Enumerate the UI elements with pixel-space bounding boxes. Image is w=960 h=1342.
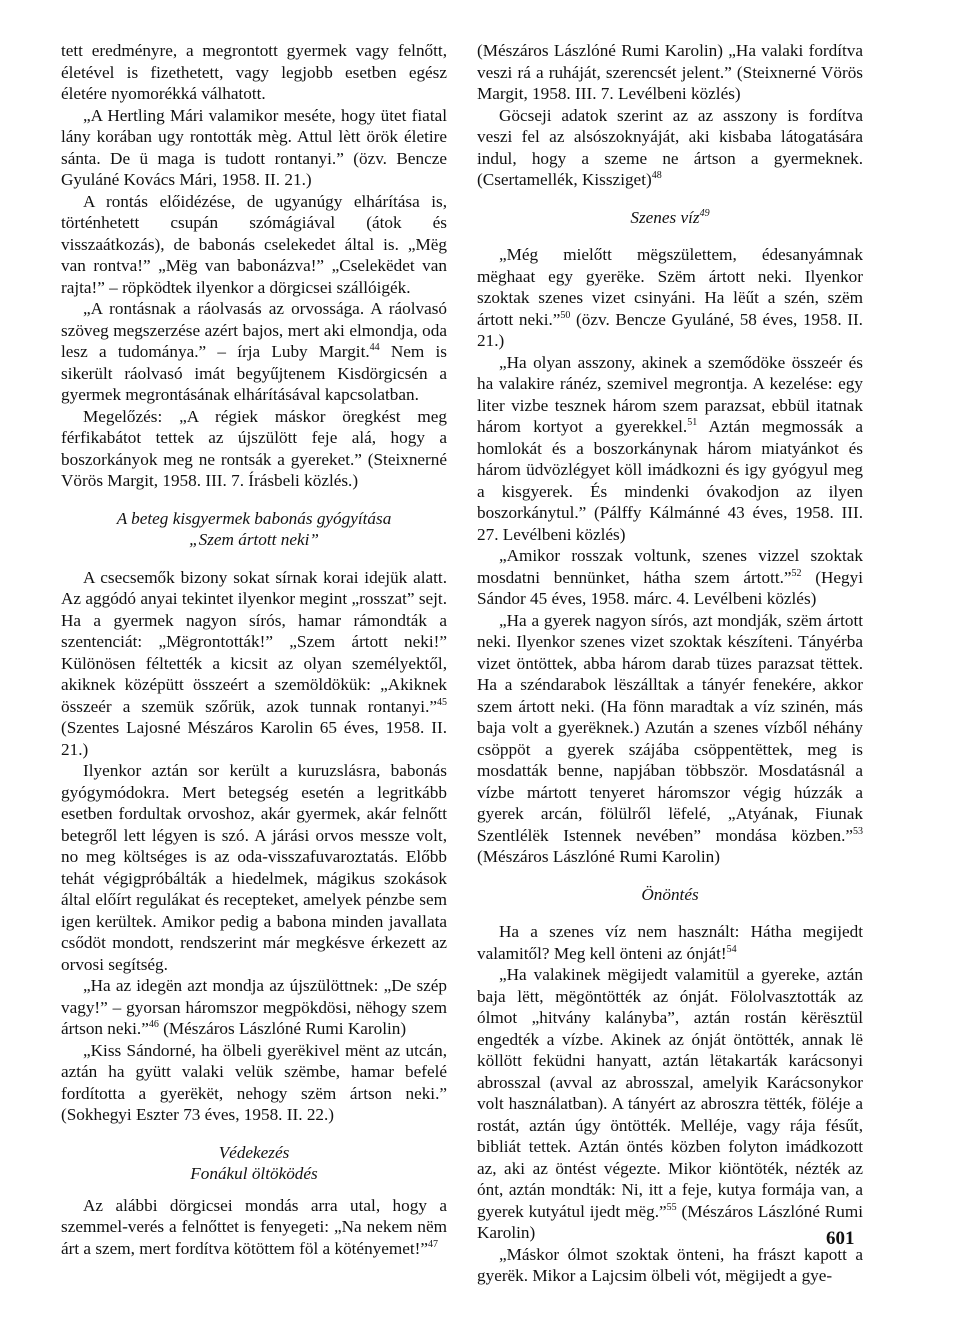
paragraph bbox=[477, 964, 863, 1244]
paragraph-text: (Mészáros Lászlóné Rumi Karolin) bbox=[477, 1201, 863, 1242]
paragraph bbox=[477, 352, 863, 546]
section-heading bbox=[477, 207, 863, 229]
paragraph: A rontás előidézése, de ugyanúgy elhárítása is, történhetett csupán szómágiával (átok és visszaátkozás), de babonás cselekedet által is. „Mëg van rontva!” „Mëg van babonázva!” „Cselekëdet van rajta!” – röpködtek ilyenkor a dörgicsei szállóigék. bbox=[61, 191, 447, 297]
footnote-ref: 50 bbox=[560, 309, 571, 321]
paragraph bbox=[477, 244, 863, 352]
paragraph-text: Az alábbi dörgicsei mondás arra utal, hogy a szemmel-verés a felnőttet is fenyegeti: „Na nekem nëm árt a szem, mert fordítva kötöttem föl a kötényemet!” bbox=[61, 1195, 447, 1258]
paragraph: Ilyenkor aztán sor került a kuruzslásra, babonás gyógymódokra. Mert betegség esetén a legritkább esetben fordultak orvoshoz, akár gyermek, akár felnőtt betegről lett légyen is szó. A járási orvos messze volt, no meg költséges is az oda-visszafuvaroztatás. Előbb tehát végigpróbálták a hiedelmek, mágikus szokások által előírt regulákat és recepteket, amelyek pénzbe sem igen kerültek. Amikor pedig a babona minden javallata csődöt mondott, rendszerint már megkésve érkezett az orvosi segítség. bbox=[61, 761, 447, 974]
paragraph: tett eredményre, a megrontott gyermek vagy felnőtt, életével is fizethetett, vagy legjobb esetben egész életére nyomorékká válhatott. bbox=[61, 41, 447, 103]
paragraph-text: (Mészáros Lászlóné Rumi Karolin) bbox=[477, 847, 720, 866]
paragraph-text: (özv. Bencze Gyuláné, 58 éves, 1958. II. 21.) bbox=[477, 309, 863, 350]
paragraph bbox=[477, 921, 863, 964]
paragraph-text: „Amikor rosszak voltunk, szenes vizzel szoktak mosdatni bennünket, hátha szem ártott.” bbox=[477, 546, 863, 587]
section-subheading: Fonákul öltöködés bbox=[190, 1164, 318, 1183]
paragraph-text: Nem is sikerült ráolvasó imát begyűjtenem Kisdörgicsén a gyermek megrontásának elhárításával kapcsolatban. bbox=[61, 342, 447, 404]
footnote-ref: 47 bbox=[428, 1238, 439, 1250]
footnote-ref: 46 bbox=[148, 1019, 159, 1030]
footnote-ref: 55 bbox=[666, 1201, 677, 1213]
paragraph bbox=[477, 105, 863, 191]
page-number: 601 bbox=[826, 1228, 855, 1249]
footnote-ref: 45 bbox=[437, 696, 447, 708]
paragraph-text: „Ha olyan asszony, akinek a szemődöke összeér és ha valakire ránéz, szemivel megrontja. A kezelése: egy liter vizbe tesznek három szem parazsat, ebbül itatnak három kortyot a gyerekkel. bbox=[477, 352, 863, 436]
section-heading: A beteg kisgyermek babonás gyógyítása bbox=[116, 508, 392, 528]
left-column bbox=[61, 40, 447, 1259]
heading-text: Szenes víz bbox=[630, 207, 700, 227]
paragraph: Megelőzés: „A régiek máskor öregkést meg férfikabátot tettek az újszülött feje alá, hogy a boszorkányok meg ne rontsák a gyereket.” (Steixnerné Vörös Margit, 1958. III. 7. Írásbeli közlés.) bbox=[61, 406, 447, 490]
footnote-ref: 48 bbox=[651, 170, 662, 181]
footnote-ref: 54 bbox=[726, 943, 737, 955]
paragraph-text: (Hegyi Sándor 45 éves, 1958. márc. 4. Levélbeni közlés) bbox=[477, 567, 863, 608]
paragraph-text: „Ha valakinek mëgijedt valamitül a gyereke, aztán baja lëtt, mëgöntötték az ónját. Fölolvasztották az ólmot „hitvány kalányba”, aztán rostán kërësztül engedték a vízbe. Akinek az ónját öntötték, annak lë köllött feküdni hanyatt, aztán lëtakarták karácsonyi abrosszal (avval az abrosszal, amelyik Karácsonykor volt használatban). A tányért az abroszra tëtték, föléje a rostát, aztán úgy öntötték. Melléje, vagy rája fésűt, bibliát tettek. Aztán öntés közben folyton imádkozott az, aki az öntést végezte. Mikor kiöntöték, nézték az ónt, aztán mondták: Ni, itt a feje, kutya formája van, a gyerek kutyátul ijedt mëg.” bbox=[477, 965, 863, 1221]
paragraph bbox=[61, 298, 447, 406]
right-column bbox=[477, 40, 863, 1287]
paragraph: (Mészáros Lászlóné Rumi Karolin) „Ha valaki fordítva veszi rá a ruháját, szerencsét jelent.” (Steixnerné Vörös Margit, 1958. III. 7. Levélbeni közlés) bbox=[477, 41, 863, 103]
paragraph: „A Hertling Mári valamikor meséte, hogy ütet fiatal lány korában ugy rontották mèg. Attul lètt örök életire sánta. De ü maga is tudott rontanyi.” (özv. Bencze Gyuláné Kovács Mári, 1958. II. 21.) bbox=[61, 105, 447, 189]
paragraph-text: Aztán megmossák a homlokát és a boszorkánynak három miatyánkot és három üdvözlégyet köll imádkozni és igy gyógyul meg a kisgyerek. És mindenki óvakodjon az ilyen boszorkánytul.” (Pálffy Kálmánné 43 éves, 1958. III. 27. Levélbeni közlés) bbox=[477, 417, 863, 544]
paragraph-text: „Ha az idegën azt mondja az újszülöttnek: „De szép vagy!” – gyorsan háromszor megpökdösi, nëhogy szem ártson neki.” bbox=[61, 976, 447, 1038]
paragraph-text: „A rontásnak a ráolvasás az orvossága. A ráolvasó szöveg megszerzése azért bajos, mert aki elmondja, oda lesz a tudománya.” – írja Luby Margit. bbox=[61, 299, 447, 361]
paragraph: „Máskor ólmot szoktak önteni, ha frászt kapott a gyerëk. Mikor a Lajcsim ölbeli vót, mëgijedt a gye- bbox=[477, 1244, 863, 1285]
paragraph-text: A csecsemők bizony sokat sírnak korai idejük alatt. Az aggódó anyai tekintet ilyenkor megint „rosszat” sejt. Ha a gyermek nagyon sírós, hamar rámondták a szentenciát: „Mëgrontották!” „Szem ártott neki!” Különösen féltették a kicsit az olyan személyektől, akiknek középütt összeért a szemöldökük: „Akiknek összeér a szemük szőrük, azok tunnak rontanyi.” bbox=[61, 567, 447, 716]
paragraph-text: (Mészáros Lászlóné Rumi Karolin) bbox=[158, 1019, 407, 1038]
paragraph bbox=[61, 1195, 447, 1260]
paragraph: „Kiss Sándorné, ha ölbeli gyerëkivel mënt az utcán, aztán ha gyütt valaki velük szëmbe, hamar befelé fordította a gyerëkët, nehogy szëm ártson neki.” (Sokhegyi Eszter 73 éves, 1958. II. 22.) bbox=[61, 1040, 447, 1124]
footnote-ref: 52 bbox=[791, 567, 802, 579]
section-heading: Védekezés bbox=[218, 1142, 290, 1162]
footnote-ref: 51 bbox=[687, 417, 698, 428]
section-subheading: „Szem ártott neki” bbox=[189, 530, 319, 549]
paragraph bbox=[477, 545, 863, 610]
paragraph-text: Ha a szenes víz nem használt: Hátha megijedt valamitől? Meg kell önteni az ónját! bbox=[477, 922, 863, 963]
paragraph bbox=[61, 567, 447, 761]
paragraph bbox=[61, 975, 447, 1040]
footnote-ref: 49 bbox=[699, 207, 710, 219]
paragraph bbox=[477, 610, 863, 868]
section-heading: Önöntés bbox=[641, 884, 699, 904]
footnote-ref: 44 bbox=[369, 342, 380, 353]
paragraph-text: „Ha a gyerek nagyon sírós, azt mondják, szëm ártott neki. Ilyenkor szenes vizet szoktak készíteni. Tányérba vizet öntöttek, abba három darab tüzes parazsat tëttek. Ha a széndarabok lëszálltak a tányér fenekére, akkor szem ártott neki. (Ha fönn maradtak a víz szinén, más baja volt a gyerëknek.) Azután a szenes vízből néhány csöppöt a gyerek szájába csöppentëttek, meg is mosdatták benne, napjában többször. Mosdatásnál a vízbe mártott tenyeret háromszor végig húzzák a gyerek arcán, fölülről lëfelé, „Atyának, Fiunak Szentlélëk Istennek nevében” mondása közben.” bbox=[477, 610, 863, 845]
footnote-ref: 53 bbox=[853, 825, 863, 837]
paragraph-text: Göcseji adatok szerint az az asszony is fordítva veszi fel az alsószoknyáját, aki kisbaba látogatására indul, hogy a szeme ne ártson a gyermeknek. (Csertamellék, Kissziget) bbox=[477, 105, 863, 189]
paragraph-text: „Még mielőtt mëgszülettem, édesanyámnak mëghaat egy gyerëke. Szëm ártott neki. Ilyenkor szoktak szenes vizet csinyáni. Ha lëűt a szén, szëm ártott neki.” bbox=[477, 245, 863, 329]
paragraph-text: (Szentes Lajosné Mészáros Karolin 65 éves, 1958. II. 21.) bbox=[61, 718, 447, 759]
